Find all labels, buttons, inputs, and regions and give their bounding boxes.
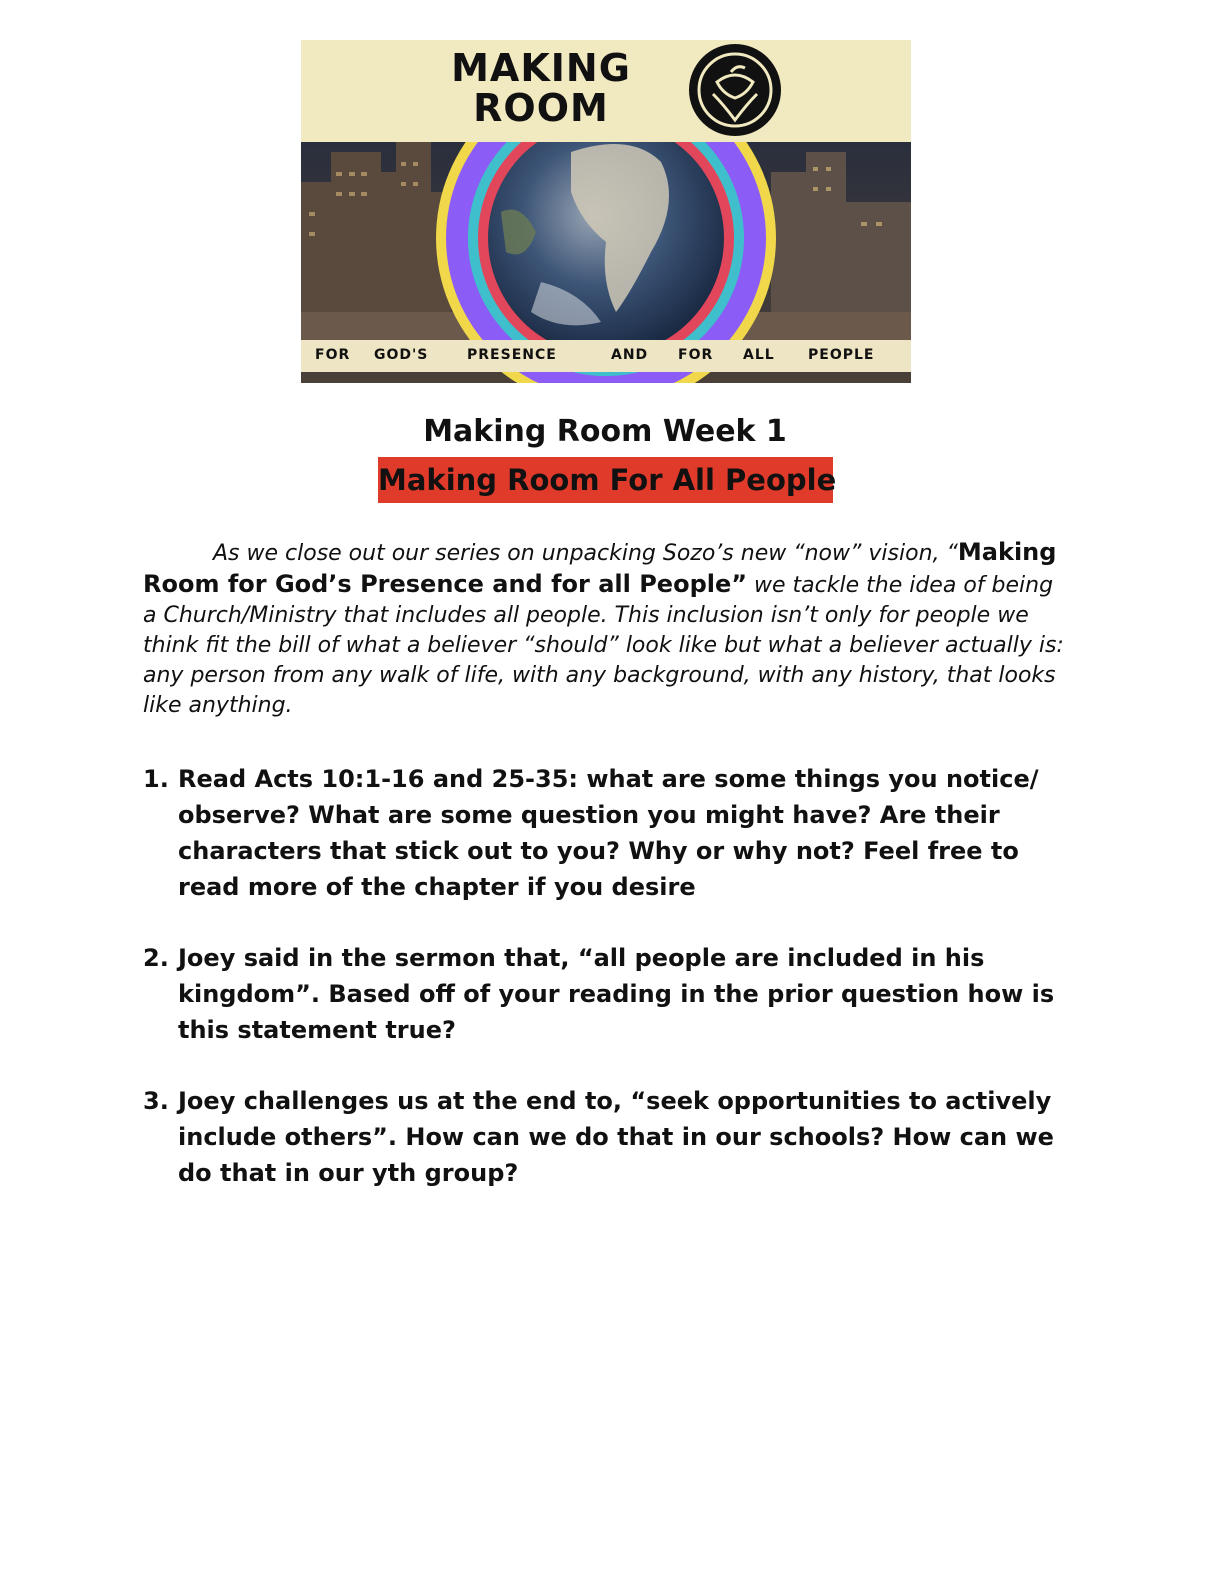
intro-text-2: we tackle the idea of being a Church/Ministry that includes all people. This inclusion isn’t only for people we think fit the bill of what a believer “should” look like but what a believer actually is: any person from any walk of life, with any background, with any history, that looks like anything. [143, 573, 1064, 718]
intro-text-1: As we close out our series on unpacking Sozo’s new “now” vision, “ [213, 541, 958, 566]
question-text: Read Acts 10:1-16 and 25-35: what are some things you notice/ observe? What are some question you might have? Are their characters that stick out to you? Why or why not? Feel free to read more of the chapter if you desire [178, 765, 1039, 901]
question-item [143, 1083, 1078, 1191]
question-number: 1. [143, 765, 169, 793]
intro-bold-text: Making Room for God’s Presence and for all People” [143, 538, 1057, 598]
banner-tagline [301, 347, 911, 383]
page-subtitle: Making Room For All People [378, 463, 837, 497]
series-banner [301, 40, 911, 383]
question-number: 3. [143, 1087, 169, 1115]
question-item [143, 761, 1078, 905]
tagline-word: FOR [678, 347, 714, 363]
tagline-word: FOR [315, 347, 351, 363]
banner-title-line2: ROOM [473, 86, 609, 130]
page-title: Making Room Week 1 [423, 414, 787, 449]
question-text: Joey said in the sermon that, “all people are included in his kingdom”. Based off of your reading in the prior question how is this statement true? [178, 944, 1055, 1044]
question-number: 2. [143, 944, 169, 972]
banner-title [401, 48, 681, 128]
question-item [143, 940, 1078, 1048]
tagline-word: GOD'S [374, 347, 429, 363]
intro-paragraph [143, 537, 1073, 721]
tagline-word: ALL [743, 347, 775, 363]
banner-title-line1: MAKING [451, 46, 631, 90]
subtitle-highlight [378, 457, 837, 503]
tagline-word: PRESENCE [467, 347, 557, 363]
question-text: Joey challenges us at the end to, “seek opportunities to actively include others”. How can we do that in our schools? How can we do that in our yth group? [178, 1087, 1054, 1187]
dove-hands-logo-icon [687, 42, 783, 138]
tagline-word: PEOPLE [808, 347, 875, 363]
tagline-word: AND [611, 347, 649, 363]
question-list [143, 761, 1078, 1226]
